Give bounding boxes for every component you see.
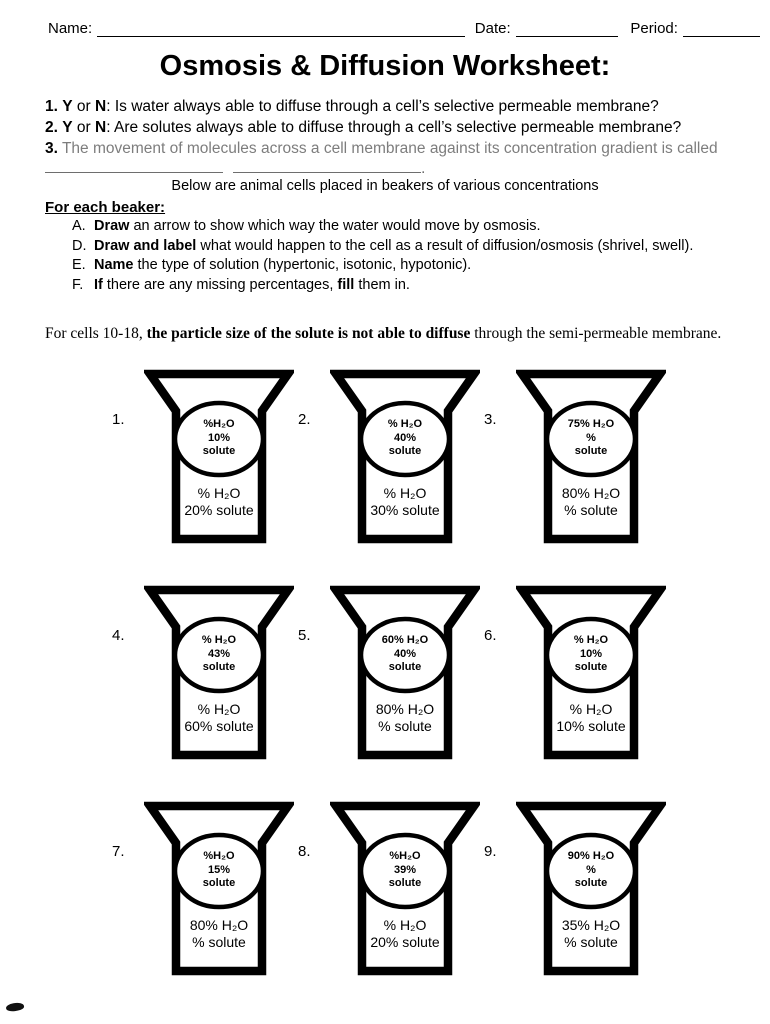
beaker bbox=[330, 585, 480, 761]
beaker-number: 5. bbox=[298, 627, 311, 644]
beaker-unit-2 bbox=[298, 369, 484, 545]
beaker bbox=[516, 801, 666, 977]
beaker bbox=[144, 801, 294, 977]
beaker bbox=[144, 369, 294, 545]
beaker-unit-4 bbox=[112, 585, 298, 761]
cell-label: 75% H₂O % solute bbox=[567, 418, 615, 457]
cell-label: % H₂O 43% solute bbox=[201, 634, 237, 673]
beaker-row-1 bbox=[112, 369, 770, 545]
solution-label: % H₂O 20% solute bbox=[184, 485, 254, 518]
beaker bbox=[330, 369, 480, 545]
questions bbox=[45, 96, 770, 159]
solution-label: % H₂O 30% solute bbox=[370, 485, 440, 518]
question-3-answer-blanks: . bbox=[45, 159, 770, 177]
task-item-d: D. Draw and label what would happen to the cell as a result of diffusion/osmosis (shrivel, swell). bbox=[72, 237, 694, 254]
beaker bbox=[144, 585, 294, 761]
task-list bbox=[72, 217, 770, 295]
page-title: Osmosis & Diffusion Worksheet: bbox=[159, 50, 611, 82]
solution-label: 80% H₂O % solute bbox=[561, 485, 621, 518]
period-blank-line bbox=[683, 22, 760, 37]
answer-blank-line bbox=[233, 159, 421, 173]
beaker-grid bbox=[112, 369, 770, 977]
header bbox=[0, 0, 770, 37]
solution-label: % H₂O 60% solute bbox=[184, 701, 254, 734]
cell-label: 90% H₂O % solute bbox=[567, 850, 615, 889]
name-blank-line bbox=[97, 22, 465, 37]
beaker-number: 1. bbox=[112, 411, 125, 428]
question-2: 2. Y or N: Are solutes always able to diffuse through a cell’s selective permeable membrane? bbox=[45, 119, 682, 136]
question-1: 1. Y or N: Is water always able to diffuse through a cell’s selective permeable membrane? bbox=[45, 98, 659, 115]
beaker-unit-9 bbox=[484, 801, 670, 977]
task-item-e: E. Name the type of solution (hypertonic, isotonic, hypotonic). bbox=[72, 257, 472, 273]
cell-label: % H₂O 10% solute bbox=[573, 634, 609, 673]
beaker-unit-5 bbox=[298, 585, 484, 761]
beaker-unit-6 bbox=[484, 585, 670, 761]
beaker-unit-7 bbox=[112, 801, 298, 977]
solution-label: % H₂O 20% solute bbox=[370, 917, 440, 950]
cell-label: %H₂O 39% solute bbox=[388, 850, 422, 889]
subtitle: Below are animal cells placed in beakers of various concentrations bbox=[171, 178, 599, 194]
question-2-number: 2. bbox=[45, 119, 58, 136]
beaker-number: 8. bbox=[298, 843, 311, 860]
scan-artifact bbox=[5, 1001, 24, 1012]
beaker-number: 7. bbox=[112, 843, 125, 860]
beaker-number: 4. bbox=[112, 627, 125, 644]
beaker-unit-3 bbox=[484, 369, 670, 545]
beaker-unit-8 bbox=[298, 801, 484, 977]
beaker-row-3 bbox=[112, 801, 770, 977]
task-item-f: F. If there are any missing percentages, fill them in. bbox=[72, 276, 410, 293]
cell-label: 60% H₂O 40% solute bbox=[381, 634, 429, 673]
question-3: 3. The movement of molecules across a cell membrane against its concentration gradient is called bbox=[45, 140, 718, 157]
question-3-number: 3. bbox=[45, 140, 58, 157]
beaker-row-2 bbox=[112, 585, 770, 761]
beaker-number: 2. bbox=[298, 411, 311, 428]
beaker-unit-1 bbox=[112, 369, 298, 545]
solution-label: % H₂O 10% solute bbox=[556, 701, 626, 734]
beaker-number: 3. bbox=[484, 411, 497, 428]
cell-label: % H₂O 40% solute bbox=[387, 418, 423, 457]
for-each-beaker-heading: For each beaker: bbox=[45, 199, 166, 216]
beaker-number: 9. bbox=[484, 843, 497, 860]
date-blank-line bbox=[516, 22, 619, 37]
solution-label: 80% H₂O % solute bbox=[189, 917, 249, 950]
solution-label: 35% H₂O % solute bbox=[561, 917, 621, 950]
solution-label: 80% H₂O % solute bbox=[375, 701, 435, 734]
task-item-a: A. Draw an arrow to show which way the water would move by osmosis. bbox=[72, 218, 541, 234]
answer-blank-line bbox=[45, 159, 223, 173]
cell-label: %H₂O 10% solute bbox=[202, 418, 236, 457]
beaker bbox=[516, 585, 666, 761]
question-1-number: 1. bbox=[45, 98, 58, 115]
cell-label: %H₂O 15% solute bbox=[202, 850, 236, 889]
beaker-number: 6. bbox=[484, 627, 497, 644]
cells-10-18-note: For cells 10-18, the particle size of the solute is not able to diffuse through the semi-permeable membrane. bbox=[45, 325, 722, 342]
period-label: Period: bbox=[630, 20, 678, 37]
name-label: Name: bbox=[48, 20, 93, 37]
beaker bbox=[330, 801, 480, 977]
beaker bbox=[516, 369, 666, 545]
date-label: Date: bbox=[474, 20, 511, 37]
